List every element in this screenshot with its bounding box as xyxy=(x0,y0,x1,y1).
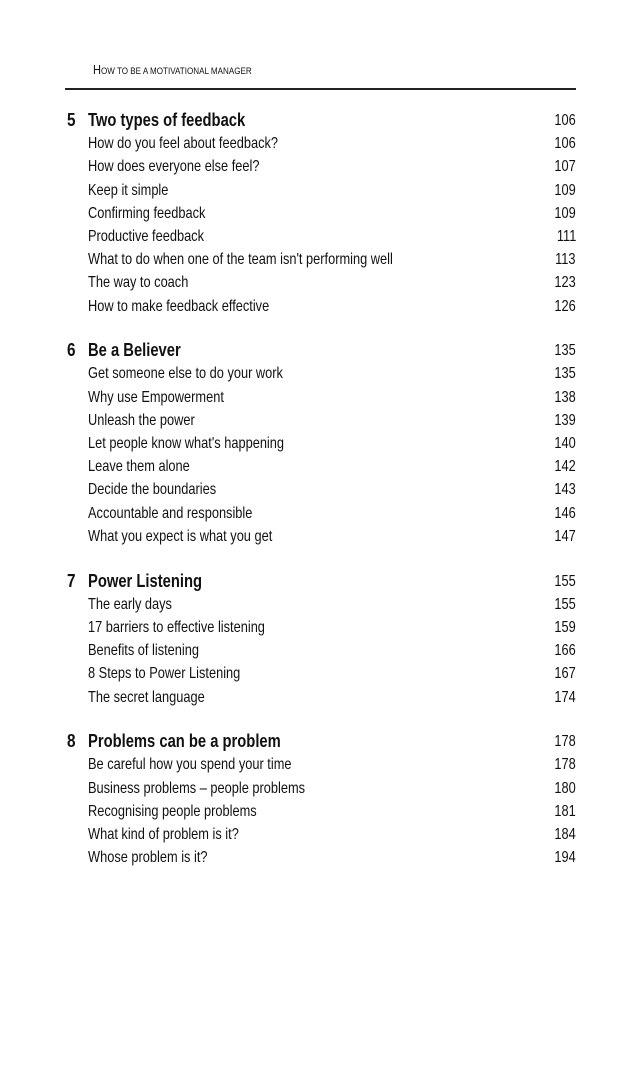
header-rule xyxy=(65,88,576,90)
chapter-heading[interactable] xyxy=(0,730,633,753)
entry-page-number: 139 xyxy=(554,411,576,429)
chapter-7 xyxy=(0,570,633,709)
toc-entry[interactable] xyxy=(0,455,633,478)
toc-entry[interactable] xyxy=(0,846,633,869)
entry-title: Be careful how you spend your time xyxy=(88,756,292,774)
entry-title: Recognising people problems xyxy=(88,802,257,820)
entry-title: 8 Steps to Power Listening xyxy=(88,665,241,683)
entry-page-number: 147 xyxy=(554,527,576,545)
toc-entry[interactable] xyxy=(0,248,633,271)
chapter-page-number: 178 xyxy=(554,733,576,751)
entry-page-number: 126 xyxy=(554,297,576,315)
toc-entry[interactable] xyxy=(0,639,633,662)
entry-page-number: 159 xyxy=(554,618,576,636)
toc-entry[interactable] xyxy=(0,593,633,616)
running-head xyxy=(93,62,252,77)
toc-entry[interactable] xyxy=(0,502,633,525)
toc-entry[interactable] xyxy=(0,662,633,685)
chapter-number: 8 xyxy=(67,731,76,752)
running-head-smallcaps: OW TO BE A MOTIVATIONAL MANAGER xyxy=(100,66,252,77)
toc-entry[interactable] xyxy=(0,432,633,455)
entry-page-number: 135 xyxy=(554,365,576,383)
toc-entry[interactable] xyxy=(0,525,633,548)
toc-entry[interactable] xyxy=(0,777,633,800)
entry-title: Accountable and responsible xyxy=(88,504,253,522)
entry-title: Leave them alone xyxy=(88,458,190,476)
entry-page-number: 167 xyxy=(554,665,576,683)
toc-entry[interactable] xyxy=(0,179,633,202)
chapter-number: 5 xyxy=(67,110,76,130)
entry-title: How to make feedback effective xyxy=(88,297,270,315)
chapter-title: Power Listening xyxy=(88,570,203,591)
toc-entry[interactable] xyxy=(0,686,633,709)
entry-title: Confirming feedback xyxy=(88,204,206,222)
toc-entry[interactable] xyxy=(0,155,633,178)
entry-title: 17 barriers to effective listening xyxy=(88,618,265,636)
chapter-8 xyxy=(0,730,633,869)
entry-title: What you expect is what you get xyxy=(88,527,273,545)
toc-entry[interactable] xyxy=(0,800,633,823)
entry-page-number: 155 xyxy=(554,595,576,613)
toc-entry[interactable] xyxy=(0,295,633,318)
chapter-number: 6 xyxy=(67,340,76,361)
entry-page-number: 146 xyxy=(554,504,576,522)
entry-title: The way to coach xyxy=(88,274,189,292)
entry-page-number: 142 xyxy=(554,458,576,476)
entry-page-number: 178 xyxy=(554,756,576,774)
toc-entry[interactable] xyxy=(0,362,633,385)
toc-entry[interactable] xyxy=(0,386,633,409)
entry-title: Productive feedback xyxy=(88,227,204,245)
entry-page-number: 194 xyxy=(554,849,576,867)
entry-page-number: 113 xyxy=(555,251,576,269)
toc-entry[interactable] xyxy=(0,202,633,225)
chapter-5 xyxy=(0,109,633,318)
chapter-page-number: 155 xyxy=(554,572,576,590)
entry-page-number: 166 xyxy=(554,642,576,660)
chapter-heading[interactable] xyxy=(0,570,633,593)
entry-title: The secret language xyxy=(88,688,205,706)
entry-title: Let people know what's happening xyxy=(88,435,285,453)
entry-page-number: 180 xyxy=(554,779,576,797)
toc-entry[interactable] xyxy=(0,823,633,846)
entry-page-number: 109 xyxy=(554,181,576,199)
entry-title: What to do when one of the team isn't performing well xyxy=(88,251,393,269)
chapter-page-number: 106 xyxy=(554,112,576,129)
entry-page-number: 123 xyxy=(554,274,576,292)
toc-entry[interactable] xyxy=(0,753,633,776)
entry-page-number: 109 xyxy=(554,204,576,222)
toc-entry[interactable] xyxy=(0,225,633,248)
running-head-initial: H xyxy=(93,62,101,77)
toc-entry[interactable] xyxy=(0,132,633,155)
chapter-page-number: 135 xyxy=(554,342,576,360)
entry-page-number: 143 xyxy=(554,481,576,499)
entry-title: The early days xyxy=(88,595,172,613)
chapter-number: 7 xyxy=(67,570,76,591)
chapter-title: Two types of feedback xyxy=(88,110,246,130)
entry-title: How does everyone else feel? xyxy=(88,158,260,176)
entry-title: Business problems – people problems xyxy=(88,779,306,797)
entry-page-number: 184 xyxy=(554,826,576,844)
chapter-heading[interactable] xyxy=(0,339,633,362)
entry-title: Unleash the power xyxy=(88,411,195,429)
entry-page-number: 138 xyxy=(554,388,576,406)
toc-entry[interactable] xyxy=(0,616,633,639)
entry-page-number: 181 xyxy=(554,802,576,820)
toc-entry[interactable] xyxy=(0,478,633,501)
entry-page-number: 140 xyxy=(554,435,576,453)
entry-title: What kind of problem is it? xyxy=(88,826,239,844)
chapter-6 xyxy=(0,339,633,548)
entry-page-number: 111 xyxy=(556,227,576,245)
entry-page-number: 106 xyxy=(554,135,576,153)
entry-title: Why use Empowerment xyxy=(88,388,224,406)
entry-title: Get someone else to do your work xyxy=(88,365,283,383)
entry-title: How do you feel about feedback? xyxy=(88,135,278,153)
toc-entry[interactable] xyxy=(0,409,633,432)
entry-title: Whose problem is it? xyxy=(88,849,208,867)
entry-title: Keep it simple xyxy=(88,181,169,199)
table-of-contents xyxy=(0,109,633,891)
chapter-title: Problems can be a problem xyxy=(88,731,281,752)
chapter-heading[interactable] xyxy=(0,109,633,132)
entry-page-number: 174 xyxy=(554,688,576,706)
entry-title: Decide the boundaries xyxy=(88,481,217,499)
toc-entry[interactable] xyxy=(0,271,633,294)
entry-title: Benefits of listening xyxy=(88,642,199,660)
entry-page-number: 107 xyxy=(554,158,576,176)
chapter-title: Be a Believer xyxy=(88,340,181,361)
